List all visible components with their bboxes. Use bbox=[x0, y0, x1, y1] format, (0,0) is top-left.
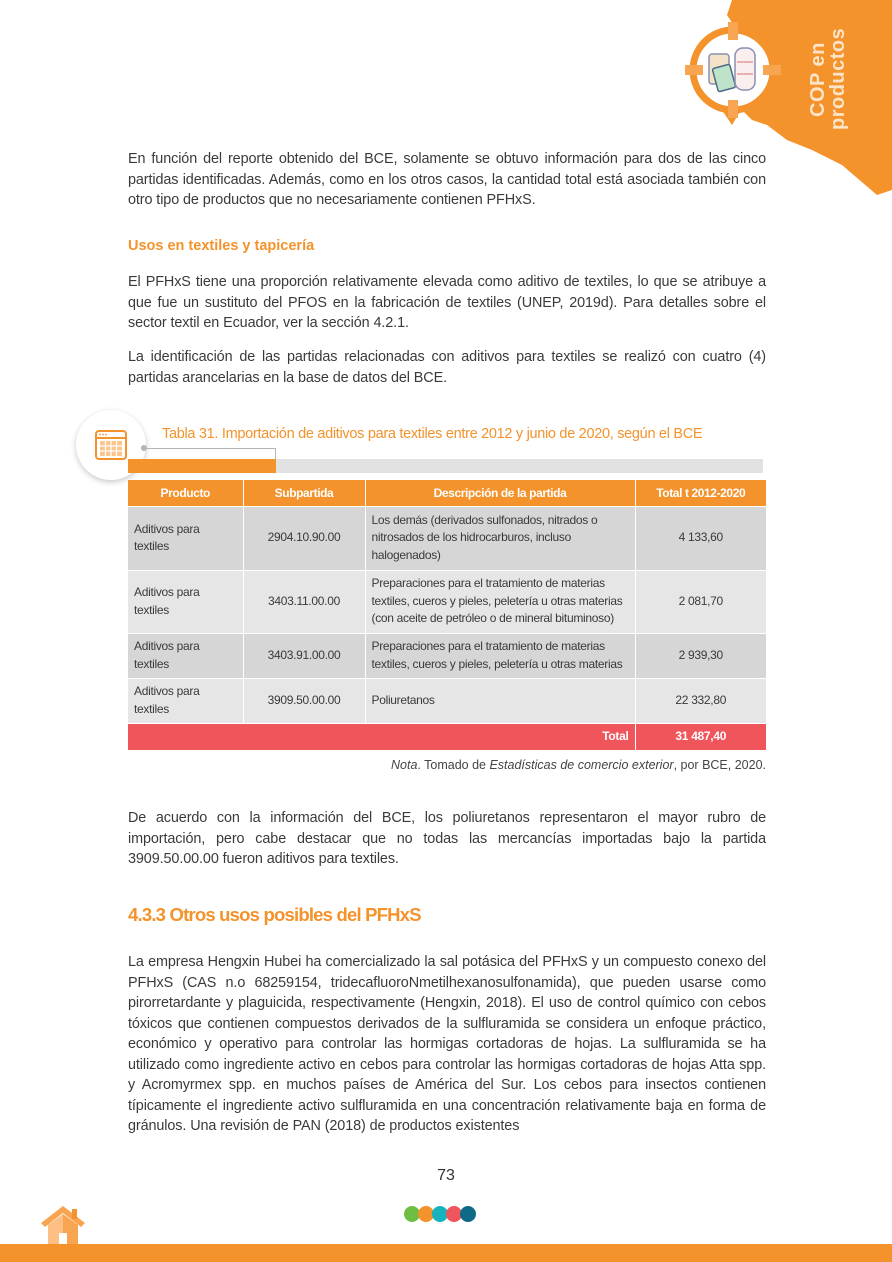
cell-producto: Aditivos para textiles bbox=[128, 570, 243, 633]
table-row bbox=[128, 633, 766, 678]
cell-descripcion: Poliuretanos bbox=[365, 678, 635, 723]
cell-subpartida: 3403.11.00.00 bbox=[243, 570, 365, 633]
column-header-producto: Producto bbox=[128, 480, 243, 506]
cell-total: 22 332,80 bbox=[635, 678, 766, 723]
column-header-total: Total t 2012-2020 bbox=[635, 480, 766, 506]
products-target-icon bbox=[685, 22, 781, 118]
cell-subpartida: 3909.50.00.00 bbox=[243, 678, 365, 723]
note-prefix: Nota bbox=[391, 758, 418, 772]
caption-bar-accent bbox=[128, 459, 276, 473]
table-row bbox=[128, 678, 766, 723]
column-header-descripcion: Descripción de la partida bbox=[365, 480, 635, 506]
body-paragraph: El PFHxS tiene una proporción relativamente elevada como aditivo de textiles, lo que se atribuye a que fue un sustituto del PFOS en la fabricación de textiles (UNEP, 2019d). Para detalles sobre el sector textil en Ecuador, ver la sección 4.2.1. bbox=[128, 274, 766, 331]
total-value: 31 487,40 bbox=[635, 723, 766, 750]
color-dot bbox=[460, 1206, 476, 1222]
cell-producto: Aditivos para textiles bbox=[128, 506, 243, 570]
connector-line bbox=[144, 448, 276, 449]
connector-line bbox=[275, 448, 276, 459]
table-caption: Tabla 31. Importación de aditivos para textiles entre 2012 y junio de 2020, según el BCE bbox=[162, 426, 703, 442]
home-icon[interactable] bbox=[38, 1205, 88, 1245]
footer-bar bbox=[0, 1244, 892, 1262]
body-paragraph: La empresa Hengxin Hubei ha comercializado la sal potásica del PFHxS y un compuesto conexo del PFHxS (CAS n.o 68259154, tridecafluoroNmetilhexanosulfonamida), que pueden usarse como pirorretardante y plaguicida, respectivamente (Hengxin, 2018). El uso de control químico con cebos tóxicos que contienen compuestos derivados de la sulfluramida se considera un enfoque práctico, económico y operativo para controlar las hormigas cortadoras de hojas. La sulfluramida se ha utilizado como ingrediente activo en cebos para controlar las hormigas cortadoras de hojas Atta spp. y Acromyrmex spp. en muchos países de América del Sur. Los cebos para insectos contienen típicamente el ingrediente activo sulfluramida en una concentración relativamente baja en forma de gránulos. Una revisión de PAN (2018) de productos existentes bbox=[128, 954, 766, 1134]
body-paragraph: De acuerdo con la información del BCE, los poliuretanos representaron el mayor rubro de importación, pero cabe destacar que no todas las mercancías importadas bajo la partida 3909.50.00.00 fueron aditivos para textiles. bbox=[128, 810, 766, 867]
table-row bbox=[128, 570, 766, 633]
imports-table bbox=[128, 480, 766, 750]
cell-producto: Aditivos para textiles bbox=[128, 633, 243, 678]
note-suffix: , por BCE, 2020. bbox=[673, 758, 766, 772]
cell-subpartida: 3403.91.00.00 bbox=[243, 633, 365, 678]
table-total-row bbox=[128, 723, 766, 750]
cell-producto: Aditivos para textiles bbox=[128, 678, 243, 723]
column-header-subpartida: Subpartida bbox=[243, 480, 365, 506]
table-note bbox=[391, 758, 766, 772]
section-title: 4.3.3 Otros usos posibles del PFHxS bbox=[128, 904, 421, 925]
cell-descripcion: Preparaciones para el tratamiento de materias textiles, cueros y pieles, peletería u otras materias (con aceite de petróleo o de mineral bituminoso) bbox=[365, 570, 635, 633]
cell-descripcion: Preparaciones para el tratamiento de materias textiles, cueros y pieles, peletería u otras materias bbox=[365, 633, 635, 678]
body-paragraph: La identificación de las partidas relacionadas con aditivos para textiles se realizó con cuatro (4) partidas arancelarias en la base de datos del BCE. bbox=[128, 349, 766, 386]
table-header-row bbox=[128, 480, 766, 506]
cell-total: 2 081,70 bbox=[635, 570, 766, 633]
table-row bbox=[128, 506, 766, 570]
section-side-label: COP en productos bbox=[807, 27, 849, 130]
page-number: 73 bbox=[437, 1167, 455, 1184]
subsection-title: Usos en textiles y tapicería bbox=[128, 238, 315, 254]
table-icon bbox=[95, 430, 127, 460]
total-label: Total bbox=[128, 723, 635, 750]
cell-total: 4 133,60 bbox=[635, 506, 766, 570]
caption-bar bbox=[276, 459, 763, 473]
cell-descripcion: Los demás (derivados sulfonados, nitrados o nitrosados de los hidrocarburos, incluso halogenados) bbox=[365, 506, 635, 570]
intro-paragraph: En función del reporte obtenido del BCE, solamente se obtuvo información para dos de las cinco partidas identificadas. Además, como en los otros casos, la cantidad total está asociada también con otro tipo de productos que no necesariamente contienen PFHxS. bbox=[128, 151, 766, 208]
note-text: . Tomado de bbox=[417, 758, 490, 772]
cell-subpartida: 2904.10.90.00 bbox=[243, 506, 365, 570]
color-dots bbox=[404, 1206, 474, 1222]
note-source: Estadísticas de comercio exterior bbox=[489, 758, 674, 772]
cell-total: 2 939,30 bbox=[635, 633, 766, 678]
